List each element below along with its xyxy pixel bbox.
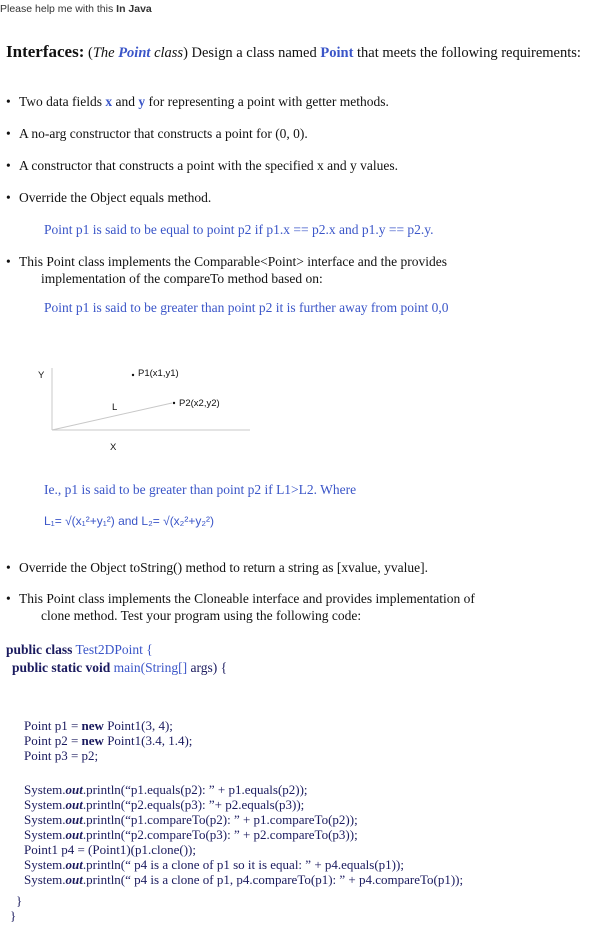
bullet-dot: •	[6, 591, 11, 606]
code-main-name: main(String[]	[110, 660, 188, 675]
heading-italic-class: class	[150, 45, 184, 61]
b5-line2: implementation of the compareTo method based on:	[41, 270, 323, 286]
code-line-println-5	[24, 857, 404, 872]
heading-italic-point: Point	[118, 45, 151, 61]
code-line-p2	[24, 733, 192, 748]
bullet-dot: •	[6, 560, 11, 575]
heading-title: Interfaces:	[6, 42, 85, 61]
heading-rest: that meets the following requirements:	[353, 45, 581, 61]
code-line-println-6	[24, 872, 463, 887]
code-p1-b: Point1(3, 4);	[103, 718, 173, 733]
top-note-text: Please help me with this	[0, 3, 117, 15]
code-line-p3: Point p3 = p2;	[24, 748, 99, 763]
code-call: .println(“p2.equals(p3): ”+ p2.equals(p3));	[82, 797, 305, 812]
greater-than-rule: Ie., p1 is said to be greater than point p2 if L1>L2. Where	[44, 482, 357, 497]
code-kw-new: new	[81, 718, 104, 733]
code-line-println-4	[24, 827, 358, 842]
b7-line2: clone method. Test your program using the following code:	[41, 607, 362, 623]
bullet-data-fields	[6, 94, 606, 111]
p2-point	[173, 402, 175, 404]
code-kw-public-class: public class	[6, 642, 73, 657]
code-p2-b: Point1(3.4, 1.4);	[103, 733, 193, 748]
code-close-main: }	[16, 893, 23, 908]
top-note	[0, 3, 152, 15]
bullet-tostring	[6, 560, 606, 577]
code-class-decl	[6, 642, 153, 657]
p1-label: P1(x1,y1)	[138, 368, 179, 379]
p1-point	[132, 374, 134, 376]
code-line-println-1	[24, 782, 308, 797]
heading-design: ) Design a class named	[183, 45, 321, 61]
code-call: .println(“p1.equals(p2): ” + p1.equals(p2));	[82, 782, 308, 797]
bullet-comparable	[6, 254, 606, 287]
code-out: out	[65, 782, 83, 797]
code-out: out	[65, 872, 83, 887]
code-sys: System.	[24, 872, 66, 887]
bullet-dot: •	[6, 158, 11, 173]
b5-line1: This Point class implements the Comparable<Point> interface and the provides	[19, 254, 448, 269]
l-label: L	[112, 402, 118, 413]
distance-formula: L₁= √(x₁²+y₁²) and L₂= √(x₂²+y₂²)	[44, 514, 214, 528]
p2-label: P2(x2,y2)	[179, 398, 220, 409]
code-class-name: Test2DPoint {	[72, 642, 153, 657]
b1-text-a: Two data fields	[19, 94, 106, 109]
b1-text-c: for representing a point with getter methods.	[145, 94, 389, 109]
code-line-println-2	[24, 797, 304, 812]
b2-text: A no-arg constructor that constructs a point for (0, 0).	[19, 126, 308, 141]
b6-text: Override the Object toString() method to return a string as [xvalue, yvalue].	[19, 560, 429, 575]
code-line-println-3	[24, 812, 358, 827]
b3-text: A constructor that constructs a point with the specified x and y values.	[19, 158, 399, 173]
b7-line1: This Point class implements the Cloneable interface and provides implementation of	[19, 591, 475, 606]
bullet-dot: •	[6, 94, 11, 109]
code-sys: System.	[24, 797, 66, 812]
b4-text: Override the Object equals method.	[19, 190, 212, 205]
code-main-args: args) {	[187, 660, 228, 675]
bullet-dot: •	[6, 254, 11, 269]
b1-y: y	[138, 94, 146, 109]
heading-open: (	[84, 45, 93, 61]
code-out: out	[65, 827, 83, 842]
heading-italic-the: The	[92, 45, 119, 61]
code-call: .println(“p2.compareTo(p3): ” + p2.compareTo(p3));	[82, 827, 358, 842]
code-call: .println(“ p4 is a clone of p1 so it is equal: ” + p4.equals(p1));	[82, 857, 404, 872]
distance-diagram	[0, 355, 290, 455]
bullet-cloneable	[6, 591, 606, 624]
code-sys: System.	[24, 782, 66, 797]
code-kw-psv: public static void	[12, 660, 111, 675]
code-out: out	[65, 797, 83, 812]
code-close-class: }	[10, 908, 17, 923]
bullet-equals	[6, 190, 606, 207]
heading-point: Point	[320, 45, 354, 61]
code-call: .println(“ p4 is a clone of p1, p4.compareTo(p1): ” + p4.compareTo(p1));	[82, 872, 464, 887]
code-line-p1	[24, 718, 173, 733]
bullet-dot: •	[6, 190, 11, 205]
bullet-dot: •	[6, 126, 11, 141]
code-line-clone: Point1 p4 = (Point1)(p1.clone());	[24, 842, 196, 857]
code-p2-a: Point p2 =	[24, 733, 82, 748]
code-sys: System.	[24, 827, 66, 842]
assignment-heading	[6, 42, 606, 63]
x-axis-label: X	[110, 442, 117, 453]
b1-x: x	[105, 94, 113, 109]
code-call: .println(“p1.compareTo(p2): ” + p1.compareTo(p2));	[82, 812, 358, 827]
y-axis-label: Y	[38, 370, 45, 381]
compare-note: Point p1 is said to be greater than point p2 it is further away from point 0,0	[44, 300, 449, 315]
code-sys: System.	[24, 812, 66, 827]
bullet-noarg-constructor	[6, 126, 606, 143]
top-note-bold: In Java	[116, 3, 152, 15]
code-p1-a: Point p1 =	[24, 718, 82, 733]
code-sys: System.	[24, 857, 66, 872]
b1-text-b: and	[112, 94, 139, 109]
equals-note: Point p1 is said to be equal to point p2 if p1.x == p2.x and p1.y == p2.y.	[44, 222, 434, 237]
bullet-xy-constructor	[6, 158, 606, 175]
code-out: out	[65, 812, 83, 827]
code-main-decl	[12, 660, 227, 675]
code-out: out	[65, 857, 83, 872]
code-kw-new: new	[81, 733, 104, 748]
